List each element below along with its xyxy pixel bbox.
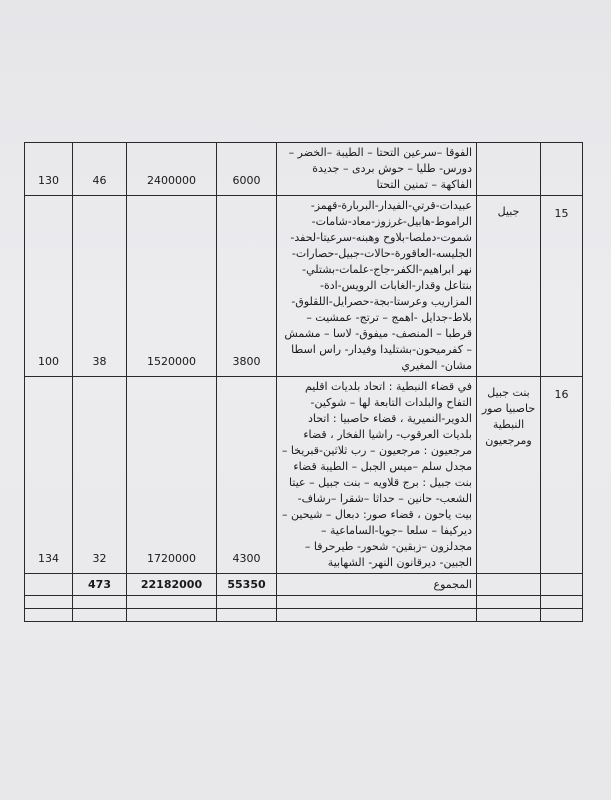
total-b: 22182000 <box>127 574 217 596</box>
row-number: 16 <box>541 377 583 574</box>
value-b: 1520000 <box>127 196 217 377</box>
value-c: 46 <box>73 143 127 196</box>
total-c: 473 <box>73 574 127 596</box>
row-number: 15 <box>541 196 583 377</box>
value-d: 130 <box>25 143 73 196</box>
total-row <box>25 574 583 596</box>
district-name: جبيل <box>477 196 541 377</box>
empty-cell <box>477 574 541 596</box>
villages-list: الفوقا –سرعين التحتا – الطيبة –الخضر – دورس- طليا – حوش بردى – جديدة الفاكهة – تمنين التحتا <box>277 143 477 196</box>
district-name <box>477 143 541 196</box>
table-row <box>25 377 583 574</box>
value-a: 6000 <box>217 143 277 196</box>
villages-table <box>24 142 583 622</box>
district-name: بنت جبيل حاصبيا صور النبطية ومرجعيون <box>477 377 541 574</box>
value-a: 3800 <box>217 196 277 377</box>
value-d: 134 <box>25 377 73 574</box>
value-c: 38 <box>73 196 127 377</box>
empty-cell <box>541 574 583 596</box>
empty-row <box>25 609 583 622</box>
total-d <box>25 574 73 596</box>
value-b: 1720000 <box>127 377 217 574</box>
table-row <box>25 143 583 196</box>
empty-row <box>25 596 583 609</box>
value-b: 2400000 <box>127 143 217 196</box>
total-a: 55350 <box>217 574 277 596</box>
value-a: 4300 <box>217 377 277 574</box>
villages-list: عبيدات-قرتي-الفيدار-البربارة-قهمز-الراموط-هابيل-غرزوز-معاد-شامات-شموت-دملصا-بلاوح وهبنه-سرعيتا-لحفد-الجليسه-العاقورة-حالات-جبيل-حصارات-نهر ابراهيم-الكفر-جاج-علمات-بشتلي-بنتاعل وقدار-الغابات الرويس-ادة-المزاريب وعرستا-بجة-حصرايل-اللقلوق-بلاط-جدايل -اهمج – ترتج- عمشيت – قرطبا – المنصف- ميفوق- لاسا – مشمش – كفرميحون-بشتليدا وفيدار- راس اسطا مشان- المغيري <box>277 196 477 377</box>
total-label: المجموع <box>277 574 477 596</box>
table-row <box>25 196 583 377</box>
villages-list: في قضاء النبطية : اتحاد بلديات اقليم التفاح والبلدات التابعة لها – شوكين- الدوير-النميرية ، قضاء حاصبيا : اتحاد بلديات العرقوب- راشيا الفخار ، قضاء مرجعيون : مرجعيون – رب ثلاثين-قبريخا –مجدل سلم –ميس الجبل – الطيبة قضاء بنت جبيل : برج قلاويه – بنت جبيل – عيتا الشعب- حانين – حداثا –شقرا –رشاف- بيت ياحون ، قضاء صور: دبعال – شيحين –ديركيفا – سلعا –جويا-الساماعية –مجدلزون –زبقين- شحور- طيرحرفا –الجبين- ديرقانون النهر- الشهابية <box>277 377 477 574</box>
value-d: 100 <box>25 196 73 377</box>
row-number <box>541 143 583 196</box>
value-c: 32 <box>73 377 127 574</box>
